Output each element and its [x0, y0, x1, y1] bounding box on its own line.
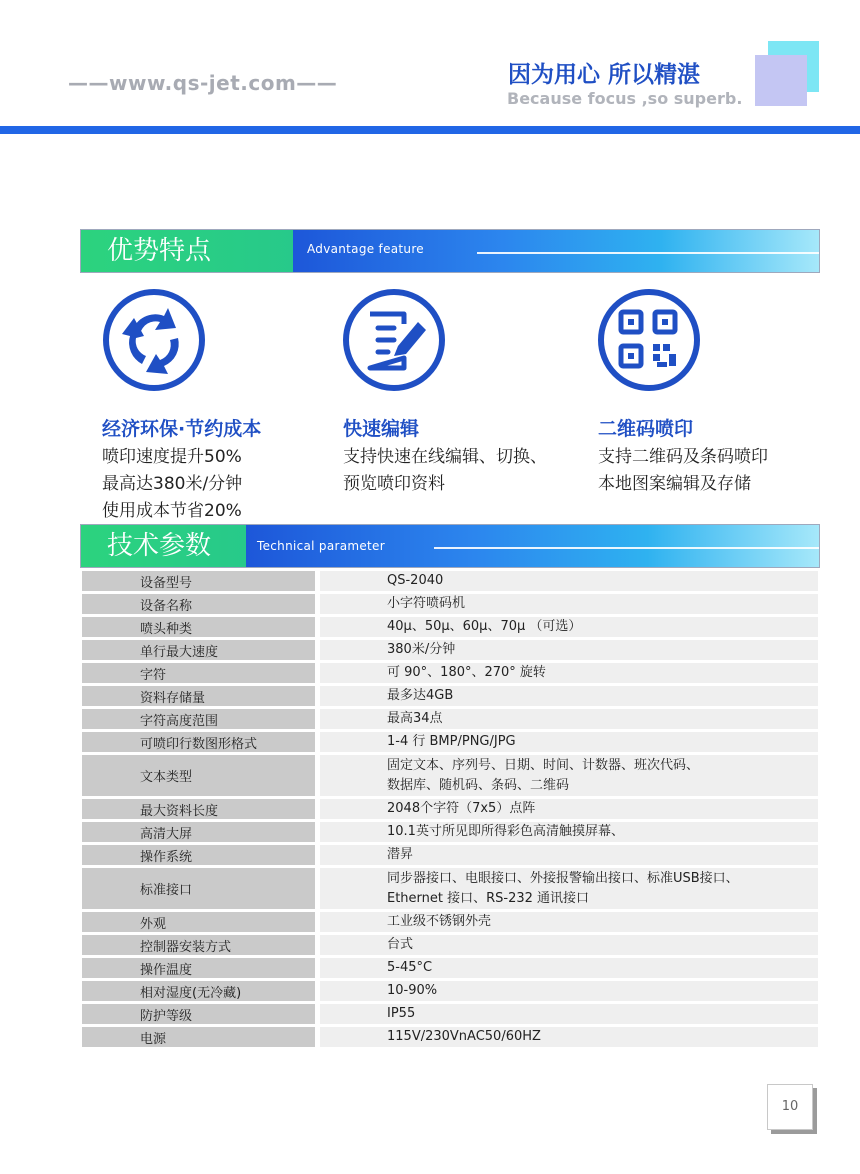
header-rule-line — [434, 547, 819, 549]
spec-value-line: 可 90°、180°、270° 旋转 — [387, 665, 546, 680]
spec-value — [320, 594, 818, 614]
edit-document-icon — [342, 288, 446, 392]
spec-value-line: 数据库、随机码、条码、二维码 — [387, 777, 570, 793]
spec-value-line: 最高34点 — [387, 711, 443, 726]
table-row — [82, 709, 818, 729]
spec-value-line: 同步器接口、电眼接口、外接报警输出接口、标准USB接口、 — [387, 870, 739, 886]
spec-key: 单行最大速度 — [82, 640, 315, 660]
feature-line: 支持二维码及条码喷印 — [598, 447, 768, 467]
slogan-chinese: 因为用心 所以精湛 — [508, 62, 701, 88]
spec-value — [320, 640, 818, 660]
feature-line: 本地图案编辑及存储 — [598, 474, 751, 494]
spec-value — [320, 732, 818, 752]
recycle-icon — [102, 288, 206, 392]
table-row — [82, 799, 818, 819]
table-row — [82, 981, 818, 1001]
table-row — [82, 571, 818, 591]
table-row — [82, 755, 818, 796]
spec-value-line: IP55 — [387, 1006, 416, 1021]
header-rule-line — [477, 252, 819, 254]
table-row — [82, 822, 818, 842]
table-row — [82, 594, 818, 614]
advantage-title-en: Advantage feature — [307, 242, 424, 256]
advantage-title-cn: 优势特点 — [81, 230, 294, 272]
table-row — [82, 663, 818, 683]
spec-value-line: 10-90% — [387, 983, 438, 998]
decorative-square-lavender — [755, 55, 807, 106]
spec-value-line: 潜昇 — [387, 847, 414, 862]
spec-key: 最大资料长度 — [82, 799, 315, 819]
spec-value — [320, 663, 818, 683]
table-row — [82, 617, 818, 637]
spec-value-line: 40μ、50μ、60μ、70μ （可选） — [387, 619, 582, 634]
spec-value — [320, 868, 818, 909]
spec-key: 字符 — [82, 663, 315, 683]
feature-line: 预览喷印资料 — [343, 474, 445, 494]
spec-value-line: 固定文本、序列号、日期、时间、计数器、班次代码、 — [387, 757, 700, 773]
table-row — [82, 640, 818, 660]
spec-value — [320, 1027, 818, 1047]
table-row — [82, 958, 818, 978]
spec-value-line: 1-4 行 BMP/PNG/JPG — [387, 734, 516, 749]
spec-value — [320, 935, 818, 955]
feature-line: 喷印速度提升50% — [102, 447, 242, 467]
spec-value — [320, 981, 818, 1001]
spec-value-line: QS-2040 — [387, 573, 444, 588]
spec-key: 字符高度范围 — [82, 709, 315, 729]
spec-key: 高清大屏 — [82, 822, 315, 842]
spec-key: 操作系统 — [82, 845, 315, 865]
spec-value-line: 10.1英寸所见即所得彩色高清触摸屏幕、 — [387, 824, 624, 839]
advantage-section-header — [80, 229, 820, 273]
spec-value-line: 小字符喷码机 — [387, 596, 466, 611]
spec-value — [320, 709, 818, 729]
table-row — [82, 868, 818, 909]
spec-key: 外观 — [82, 912, 315, 932]
spec-value — [320, 571, 818, 591]
feature-line: 支持快速在线编辑、切换、 — [343, 447, 547, 467]
spec-value — [320, 912, 818, 932]
spec-value-line: 380米/分钟 — [387, 642, 456, 657]
spec-table — [82, 571, 818, 1050]
feature-line: 最高达380米/分钟 — [102, 474, 243, 494]
slogan-english: Because focus ,so superb. — [507, 89, 743, 108]
spec-value-line: 2048个字符（7x5）点阵 — [387, 801, 536, 816]
spec-key: 标准接口 — [82, 868, 315, 909]
tech-section-header — [80, 524, 820, 568]
spec-value — [320, 686, 818, 706]
spec-key: 喷头种类 — [82, 617, 315, 637]
spec-key: 设备型号 — [82, 571, 315, 591]
spec-value — [320, 958, 818, 978]
table-row — [82, 732, 818, 752]
spec-value-line: 5-45°C — [387, 960, 433, 975]
feature-line: 使用成本节省20% — [102, 501, 242, 521]
spec-value-line: Ethernet 接口、RS-232 通讯接口 — [387, 890, 590, 906]
spec-value — [320, 845, 818, 865]
spec-key: 文本类型 — [82, 755, 315, 796]
spec-value — [320, 617, 818, 637]
tech-title-cn: 技术参数 — [81, 525, 247, 567]
page-number: 10 — [767, 1084, 813, 1130]
table-row — [82, 1004, 818, 1024]
spec-key: 防护等级 — [82, 1004, 315, 1024]
spec-value-line: 115V/230VnAC50/60HZ — [387, 1029, 541, 1044]
spec-key: 可喷印行数图形格式 — [82, 732, 315, 752]
spec-key: 设备名称 — [82, 594, 315, 614]
spec-value — [320, 755, 818, 796]
spec-key: 电源 — [82, 1027, 315, 1047]
spec-value-line: 最多达4GB — [387, 688, 454, 703]
spec-value — [320, 799, 818, 819]
header-divider-bar — [0, 126, 860, 134]
feature-title-qr-print: 二维码喷印 — [598, 418, 694, 440]
spec-key: 相对湿度(无冷藏) — [82, 981, 315, 1001]
qr-code-icon — [597, 288, 701, 392]
spec-key: 控制器安装方式 — [82, 935, 315, 955]
table-row — [82, 935, 818, 955]
spec-value — [320, 822, 818, 842]
table-row — [82, 845, 818, 865]
spec-value-line: 台式 — [387, 937, 414, 952]
spec-value — [320, 1004, 818, 1024]
table-row — [82, 686, 818, 706]
tech-title-band — [246, 525, 819, 567]
tech-title-en: Technical parameter — [257, 539, 385, 553]
spec-value-line: 工业级不锈钢外壳 — [387, 914, 492, 929]
spec-key: 操作温度 — [82, 958, 315, 978]
table-row — [82, 1027, 818, 1047]
feature-title-economy: 经济环保·节约成本 — [102, 418, 262, 440]
table-row — [82, 912, 818, 932]
website-url: ——www.qs-jet.com—— — [68, 71, 338, 95]
feature-title-quick-edit: 快速编辑 — [343, 418, 420, 440]
spec-key: 资料存储量 — [82, 686, 315, 706]
advantage-title-band — [293, 230, 819, 272]
